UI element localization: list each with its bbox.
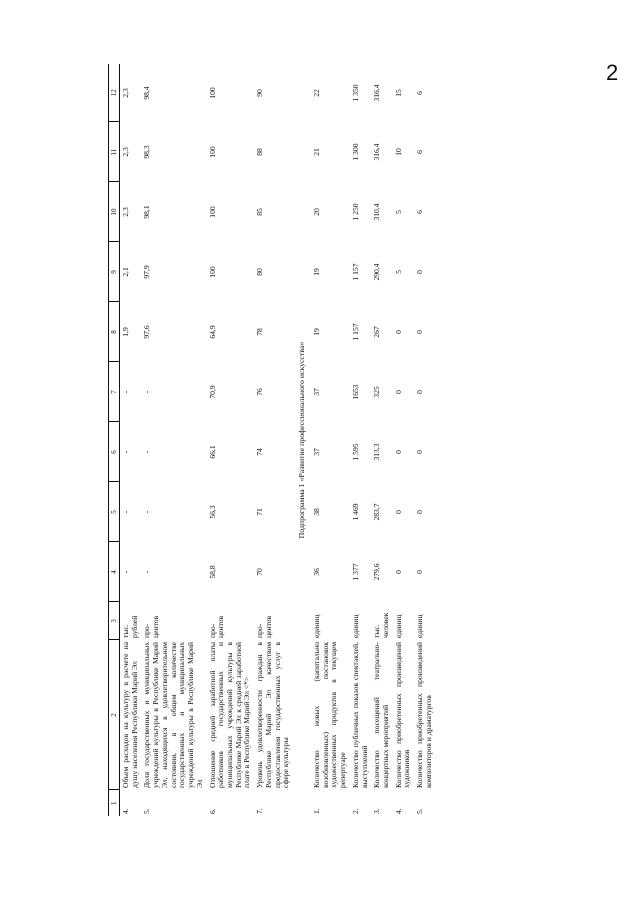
value-cell: 1 377 xyxy=(350,563,360,581)
value-cell: 5 xyxy=(393,210,403,214)
row-unit: про-центов xyxy=(255,615,273,638)
table-row xyxy=(141,64,206,816)
value-cell: 85 xyxy=(255,208,265,216)
value-cell: 100 xyxy=(207,87,217,99)
value-cell: 6 xyxy=(415,210,425,214)
value-cell: 325 xyxy=(372,386,382,398)
value-cell: 316,4 xyxy=(372,84,382,102)
row-label: Доля государственных и муниципальных учреждений культуры в Республике Марий Эл, находящихся в удовлетворительном состоянии, в общем количестве государственных и муниципальных учреждений культуры в Республике Марий Эл xyxy=(142,642,204,788)
value-cell: 64,9 xyxy=(207,325,217,339)
value-cell: 21 xyxy=(311,148,321,156)
value-cell: - xyxy=(121,510,131,514)
value-cell: 0 xyxy=(393,330,403,334)
value-cell: 316,4 xyxy=(372,143,382,161)
table-row xyxy=(311,64,350,816)
value-cell: 313,3 xyxy=(372,443,382,461)
value-cell: 0 xyxy=(415,450,425,454)
value-cell: 310,4 xyxy=(372,203,382,221)
row-unit: про-центов xyxy=(207,615,226,638)
value-cell: 76 xyxy=(255,388,265,396)
row-label: Количество приобретенных произведений композиторов и драматургов xyxy=(415,642,433,788)
value-cell: 36 xyxy=(311,568,321,576)
header-cell: 11 xyxy=(109,122,120,182)
table-row xyxy=(120,64,142,816)
value-cell: 71 xyxy=(255,508,265,516)
value-cell: 1 300 xyxy=(350,143,360,161)
value-cell: 74 xyxy=(255,448,265,456)
row-number: 5. xyxy=(415,808,425,814)
header-row xyxy=(109,64,120,816)
value-cell: 97,6 xyxy=(142,325,152,339)
value-cell: 6 xyxy=(415,150,425,154)
value-cell: 90 xyxy=(255,89,265,97)
value-cell: 290,4 xyxy=(372,263,382,281)
indicators-table xyxy=(108,64,436,816)
value-cell: 0 xyxy=(393,450,403,454)
value-cell: 22 xyxy=(311,89,321,97)
header-cell: 3 xyxy=(109,602,120,640)
value-cell: 78 xyxy=(255,328,265,336)
row-unit: про-центов xyxy=(142,615,161,638)
header-cell: 7 xyxy=(109,362,120,422)
value-cell: 0 xyxy=(393,570,403,574)
page-number: 2 xyxy=(606,60,619,85)
row-number: 4. xyxy=(393,808,403,814)
table-row xyxy=(414,64,435,816)
value-cell: 70,9 xyxy=(207,385,217,399)
header-cell: 12 xyxy=(109,64,120,122)
value-cell: 2,3 xyxy=(121,88,131,98)
value-cell: 100 xyxy=(207,146,217,158)
value-cell: 15 xyxy=(393,89,403,97)
table-row xyxy=(254,64,293,816)
row-number: 3. xyxy=(372,808,382,814)
header-cell: 10 xyxy=(109,182,120,242)
value-cell: 37 xyxy=(311,448,321,456)
value-cell: 1 350 xyxy=(350,84,360,102)
value-cell: 56,3 xyxy=(207,505,217,519)
row-unit: единиц xyxy=(311,614,321,638)
subprogram-title: Подпрограмма 1 «Развитие профессионального искусства» xyxy=(296,341,306,539)
row-label: Отношение средней заработной платы работников государственных и муниципальных учреждений культуры в Республике Марий Эл к средней заработной плате в Республике Марий Эл <*> xyxy=(207,642,252,788)
value-cell: 0 xyxy=(415,510,425,514)
subprogram-row xyxy=(293,64,311,816)
value-cell: 2,3 xyxy=(121,147,131,157)
value-cell: 0 xyxy=(415,330,425,334)
value-cell: 6 xyxy=(415,91,425,95)
value-cell: - xyxy=(121,570,131,574)
value-cell: - xyxy=(142,450,152,454)
row-number: 1. xyxy=(311,808,321,814)
value-cell: 1653 xyxy=(350,384,360,400)
table-body xyxy=(109,64,436,816)
value-cell: 0 xyxy=(393,510,403,514)
value-cell: 1 595 xyxy=(350,443,360,461)
row-unit: единиц xyxy=(415,614,425,638)
value-cell: - xyxy=(121,390,131,394)
value-cell: 80 xyxy=(255,268,265,276)
value-cell: 70 xyxy=(255,568,265,576)
value-cell: 19 xyxy=(311,328,321,336)
value-cell: - xyxy=(142,570,152,574)
header-cell: 5 xyxy=(109,482,120,542)
value-cell: 0 xyxy=(415,270,425,274)
table-row xyxy=(393,64,414,816)
header-cell: 2 xyxy=(109,640,120,790)
row-label: Количество приобретенных произведений художников xyxy=(393,642,412,788)
value-cell: 38 xyxy=(311,508,321,516)
value-cell: - xyxy=(142,390,152,394)
row-number: 4. xyxy=(121,808,131,814)
value-cell: 267 xyxy=(372,326,382,338)
header-cell: 1 xyxy=(109,790,120,816)
value-cell: - xyxy=(121,450,131,454)
header-cell: 9 xyxy=(109,242,120,302)
value-cell: 98,4 xyxy=(142,86,152,100)
value-cell: 0 xyxy=(415,390,425,394)
row-unit: единиц xyxy=(393,614,403,638)
value-cell: 88 xyxy=(255,148,265,156)
value-cell: 1 469 xyxy=(350,503,360,521)
header-cell: 4 xyxy=(109,542,120,602)
value-cell: 10 xyxy=(393,148,403,156)
header-cell: 6 xyxy=(109,422,120,482)
row-label: Объем расходов на культуру в расчете на душу населения Республики Марий Эл xyxy=(121,642,139,788)
row-number: 6. xyxy=(207,808,217,814)
value-cell: 2,1 xyxy=(121,267,131,277)
rotated-table-container xyxy=(108,64,538,816)
row-number: 5. xyxy=(142,808,152,814)
value-cell: 283,7 xyxy=(372,503,382,521)
value-cell: 279,6 xyxy=(372,563,382,581)
value-cell: 97,9 xyxy=(142,265,152,279)
header-cell: 8 xyxy=(109,302,120,362)
row-label: Количество новых (капитально возобновленных) постановок художественных продуктов в текущем репертуаре xyxy=(311,642,348,788)
row-number: 2. xyxy=(350,808,360,814)
table-row xyxy=(207,64,255,816)
row-number: 7. xyxy=(255,808,265,814)
row-unit: единиц xyxy=(350,614,360,638)
value-cell: 20 xyxy=(311,208,321,216)
row-unit: тыс. рублей xyxy=(121,615,139,638)
value-cell: 98,3 xyxy=(142,145,152,159)
value-cell: 1 157 xyxy=(350,263,360,281)
value-cell: 66,1 xyxy=(207,445,217,459)
value-cell: 0 xyxy=(393,390,403,394)
value-cell: 98,1 xyxy=(142,205,152,219)
table-row xyxy=(350,64,371,816)
value-cell: 100 xyxy=(207,206,217,218)
value-cell: 100 xyxy=(207,266,217,278)
value-cell: 37 xyxy=(311,388,321,396)
value-cell: 1,9 xyxy=(121,327,131,337)
value-cell: 1 157 xyxy=(350,323,360,341)
value-cell: 0 xyxy=(415,570,425,574)
value-cell: 5 xyxy=(393,270,403,274)
row-unit: тыс. человек xyxy=(372,612,390,638)
value-cell: 58,8 xyxy=(207,565,217,579)
value-cell: - xyxy=(142,510,152,514)
table-row xyxy=(371,64,392,816)
value-cell: 1 250 xyxy=(350,203,360,221)
row-label: Количество публичных показов спектаклей, выступлений xyxy=(350,642,369,788)
value-cell: 2,3 xyxy=(121,207,131,217)
row-label: Уровень удовлетворенности граждан в Республике Марий Эл качеством предоставления государственных услуг в сфере культуры xyxy=(255,642,291,788)
row-label: Количество посещений театрально-концертных мероприятий xyxy=(372,642,390,788)
value-cell: 19 xyxy=(311,268,321,276)
